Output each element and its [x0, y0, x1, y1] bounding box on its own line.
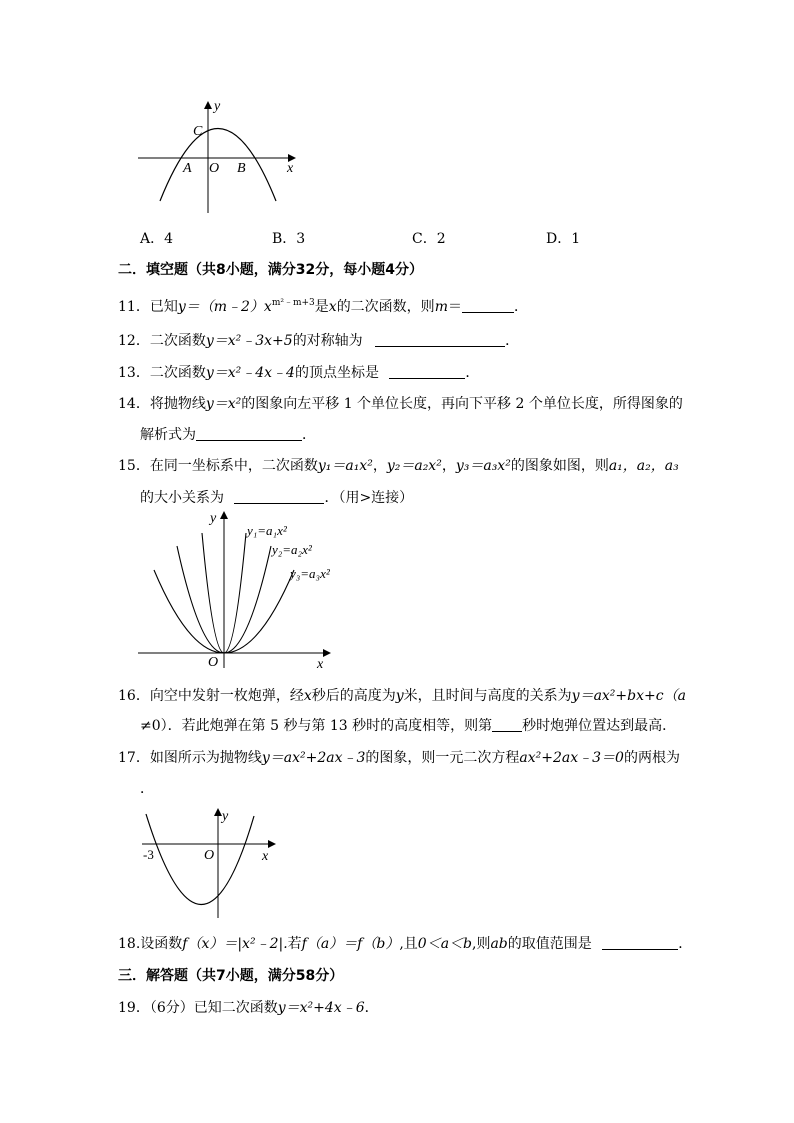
y-axis-label: y — [214, 99, 221, 114]
q18-text-4: ,则 — [472, 936, 491, 952]
section-heading-fill-in: 二．填空题（共8小题，满分32分，每小题4分） — [118, 262, 423, 278]
q19-number: 19． — [118, 1000, 150, 1016]
q11-text-2: 是 — [314, 299, 329, 315]
q17-equation: ax²+2ax﹣3＝0 — [519, 750, 624, 766]
label-y2: y₂=a₂x² — [272, 542, 312, 557]
choice-d: D．1 — [546, 231, 581, 247]
q19-text-1: （6分）已知二次函数 — [149, 1000, 278, 1016]
q11-text-1: 已知 — [149, 299, 178, 315]
q12-function: y＝x²﹣3x+5 — [205, 333, 293, 349]
q13-text-2: 的顶点坐标是 — [294, 365, 379, 381]
q15-function-1: y₁＝a₁x² — [317, 458, 373, 474]
question-15-line-2 — [140, 488, 413, 508]
choice-b: B．3 — [272, 231, 306, 247]
question-15-line-1: 15．在同一坐标系中，二次函数y₁＝a₁x²，y₂＝a₂x²，y₃＝a₃x²的图象如图，则a₁，a₂，a₃ — [118, 458, 679, 474]
q18-text-1: 设函数 — [140, 936, 183, 952]
q17-text-3: 的两根为 — [623, 750, 680, 766]
figure-three-parabolas-svg — [130, 508, 345, 673]
q11-answer-blank[interactable] — [462, 298, 514, 313]
point-c-label: C — [193, 124, 203, 139]
q12-end: ． — [505, 333, 520, 349]
q13-function: y＝x²﹣4x﹣4 — [205, 365, 295, 381]
q15-function-2: y₂＝a₂x² — [386, 458, 442, 474]
parabola-curve — [146, 814, 254, 905]
question-12 — [118, 331, 519, 351]
q16-function: y＝ax²+bx+c（a — [571, 688, 686, 704]
label-y1: y₁=a₁x² — [247, 523, 287, 538]
q16-text-2: 秒后的高度为 — [311, 688, 396, 704]
q14-answer-blank[interactable] — [196, 426, 302, 441]
q14-text-1: 将抛物线 — [149, 396, 206, 412]
q16-x: x — [303, 688, 312, 704]
q17-text-2: 的图象，则一元二次方程 — [365, 750, 520, 766]
q11-function: y＝（m﹣2）x — [177, 299, 272, 315]
q17-text-1: 如图所示为抛物线 — [149, 750, 262, 766]
q11-m: m — [434, 299, 448, 315]
q14-function: y＝x² — [205, 396, 242, 412]
q18-answer-blank[interactable] — [602, 935, 678, 950]
q19-end: ． — [364, 1000, 379, 1016]
q14-text-2: 的图象向左平移 1 个单位长度，再向下平移 2 个单位长度，所得图象的 — [241, 396, 683, 412]
origin-label: O — [209, 161, 220, 176]
question-14-line-1 — [118, 394, 683, 414]
question-14-line-2 — [140, 425, 316, 445]
q16-answer-blank[interactable] — [492, 717, 522, 732]
q19-function: y＝x²+4x﹣6 — [277, 1000, 365, 1016]
x-axis-label: x — [317, 657, 324, 672]
q15-function-3: y₃＝a₃x² — [455, 458, 511, 474]
q15-vars: a₁，a₂，a₃ — [608, 458, 679, 474]
q12-text-1: 二次函数 — [149, 333, 206, 349]
q17-function: y＝ax²+2ax﹣3 — [261, 750, 366, 766]
q18-function: f（x）＝|x²﹣2|. — [182, 936, 288, 952]
figure-parabola-roots-svg — [140, 806, 290, 926]
q18-number: 18. — [118, 936, 141, 952]
q11-exponent: m²﹣m+3 — [271, 298, 315, 308]
q18-inequality: 0＜a＜b — [417, 936, 472, 952]
y-axis-label: y — [222, 809, 229, 824]
q13-answer-blank[interactable] — [389, 364, 465, 379]
q11-text-4: ＝ — [447, 299, 462, 315]
q12-number: 12． — [118, 333, 150, 349]
q17-number: 17． — [118, 750, 150, 766]
q13-number: 13． — [118, 365, 150, 381]
question-18 — [118, 934, 692, 954]
q12-text-2: 的对称轴为 — [292, 333, 363, 349]
q18-text-3: ,且 — [399, 936, 418, 952]
question-13 — [118, 363, 479, 383]
origin-label: O — [204, 848, 215, 863]
q14-text-3: 解析式为 — [140, 427, 196, 443]
q16-text-5: 秒时炮弹位置达到最高． — [522, 718, 677, 734]
q18-text-5: 的取值范围是 — [507, 936, 592, 952]
question-17-line-2 — [140, 779, 154, 799]
q15-text-3: 的大小关系为 — [140, 490, 224, 506]
q14-end: ． — [302, 427, 316, 443]
q12-answer-blank[interactable] — [375, 332, 505, 347]
q18-end: ． — [678, 936, 693, 952]
q15-text-2: 的图象如图，则 — [510, 458, 609, 474]
q15-answer-blank[interactable] — [234, 489, 324, 504]
choice-c: C．2 — [412, 231, 446, 247]
label-y3: y₃=a₃x² — [290, 566, 330, 581]
q16-text-4: ≠0）．若此炮弹在第 5 秒与第 13 秒时的高度相等，则第 — [140, 718, 493, 734]
q11-end: ． — [513, 299, 528, 315]
q11-var: x — [328, 299, 337, 315]
q13-end: ． — [465, 365, 480, 381]
figure-parabola-abc-svg — [130, 96, 305, 221]
x-axis-label: x — [262, 849, 269, 864]
q14-number: 14． — [118, 396, 150, 412]
q16-text-1: 向空中发射一枚炮弹，经 — [149, 688, 304, 704]
q13-text-1: 二次函数 — [149, 365, 206, 381]
choice-a: A．4 — [140, 231, 174, 247]
question-19 — [118, 998, 379, 1018]
q18-ab: ab — [490, 936, 508, 952]
y-axis-label: y — [210, 511, 217, 526]
q18-condition: f（a）＝f（b） — [301, 936, 400, 952]
point-b-label: B — [237, 161, 246, 176]
q15-text-4: ．（用>连接） — [324, 490, 414, 506]
figure-parabola-abc — [130, 96, 305, 221]
q11-text-3: 的二次函数，则 — [336, 299, 435, 315]
question-11 — [118, 297, 528, 317]
q15-text-1: 在同一坐标系中，二次函数 — [149, 458, 318, 474]
origin-label: O — [208, 655, 219, 670]
q16-y: y — [395, 688, 404, 704]
question-17-line-1 — [118, 748, 680, 768]
figure-three-parabolas — [130, 508, 345, 673]
figure-parabola-roots — [140, 806, 290, 926]
question-16-line-1 — [118, 686, 686, 706]
section-heading-solutions: 三．解答题（共7小题，满分58分） — [118, 968, 344, 984]
q16-number: 16． — [118, 688, 150, 704]
q17-end: ． — [140, 781, 154, 797]
q16-text-3: 米，且时间与高度的关系为 — [403, 688, 572, 704]
point-a-label: A — [183, 161, 192, 176]
q18-text-2: 若 — [287, 936, 302, 952]
q15-number: 15． — [118, 458, 150, 474]
question-16-line-2 — [140, 716, 676, 736]
root-minus-3-label: -3 — [143, 847, 154, 862]
q11-number: 11． — [118, 299, 150, 315]
x-axis-label: x — [287, 161, 294, 176]
